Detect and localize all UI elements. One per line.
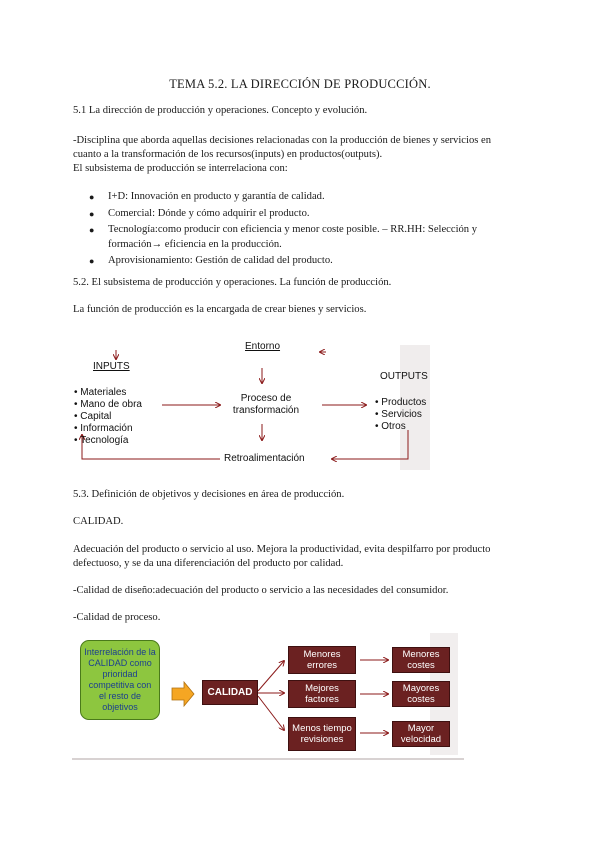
list-item: ● Aprovisionamiento: Gestión de calidad del producto. (73, 254, 523, 269)
interrelation-list (73, 190, 523, 271)
menores-costes-box: Menores costes (392, 647, 450, 673)
mayor-velocidad-box: Mayor velocidad (392, 721, 450, 747)
output-item: • Otros (375, 421, 406, 432)
process-label-2: transformación (232, 405, 300, 416)
output-item: • Servicios (375, 409, 422, 420)
input-item: • Materiales (74, 387, 127, 398)
section-5-1-heading: 5.1 La dirección de producción y operaciones. Concepto y evolución. (73, 105, 368, 116)
production-system-diagram (60, 335, 440, 475)
inputs-label: INPUTS (93, 361, 130, 372)
bullet-icon: ● (89, 225, 95, 235)
calidad-line-2: defectuoso, y se da una diferenciación del producto por calidad. (73, 558, 344, 569)
intro-line-3: El subsistema de producción se interrelaciona con: (73, 163, 288, 174)
list-item: ● Tecnología:como producir con eficiencia y menor coste posible. – RR.HH: Selección y formación→ eficiencia en la producción. (89, 224, 478, 250)
bullet-icon: ● (89, 192, 95, 202)
calidad-diseno: -Calidad de diseño:adecuación del producto o servicio a las necesidades del consumidor. (73, 585, 449, 596)
entorno-label: Entorno (245, 341, 281, 352)
menores-errores-box: Menores errores (288, 646, 356, 674)
mejores-factores-box: Mejores factores (288, 680, 356, 708)
arrow-to-menos-tiempo (258, 696, 284, 730)
input-item: • Mano de obra (74, 399, 142, 410)
intro-line-2: cuanto a la transformación de los recursos(inputs) en productos(outputs). (73, 149, 383, 160)
bullet-icon: ● (89, 208, 95, 219)
mayores-costes-box: Mayores costes (392, 681, 450, 707)
calidad-proceso: -Calidad de proceso. (73, 612, 161, 623)
calidad-heading: CALIDAD. (73, 516, 124, 527)
orange-arrow-icon (172, 682, 194, 706)
calidad-line-1: Adecuación del producto o servicio al uso. Mejora la productividad, evita despilfarro por producto (73, 544, 491, 555)
page-title: TEMA 5.2. LA DIRECCIÓN DE PRODUCCIÓN. (169, 77, 431, 91)
list-item: ● Comercial: Dónde y cómo adquirir el producto. (73, 207, 523, 222)
interrelation-box: Interrelación de la CALIDAD como prioridad competitiva con el resto de objetivos (80, 640, 160, 720)
retro-label: Retroalimentación (224, 453, 305, 464)
bullet-icon: ● (89, 256, 95, 266)
arrow-to-menores-errores (258, 661, 284, 691)
input-item: • Capital (74, 411, 112, 422)
input-item: • Tecnología (74, 435, 129, 446)
intro-line-1: -Disciplina que aborda aquellas decisiones relacionadas con la producción de bienes y servicios en (73, 135, 492, 146)
outputs-label: OUTPUTS (380, 371, 428, 382)
input-item: • Información (74, 423, 133, 434)
menos-tiempo-box: Menos tiempo revisiones (288, 717, 356, 751)
arrow-outputs-to-retro (332, 430, 408, 459)
list-item: ● I+D: Innovación en producto y garantía de calidad. (73, 190, 523, 205)
function-text: La función de producción es la encargada de crear bienes y servicios. (73, 304, 367, 315)
section-5-3-heading: 5.3. Definición de objetivos y decisiones en área de producción. (73, 489, 345, 500)
section-5-2-heading: 5.2. El subsistema de producción y operaciones. La función de producción. (73, 277, 392, 288)
output-item: • Productos (375, 397, 427, 408)
calidad-diagram (72, 633, 464, 761)
calidad-box: CALIDAD (202, 680, 258, 705)
process-label-1: Proceso de (240, 393, 292, 404)
